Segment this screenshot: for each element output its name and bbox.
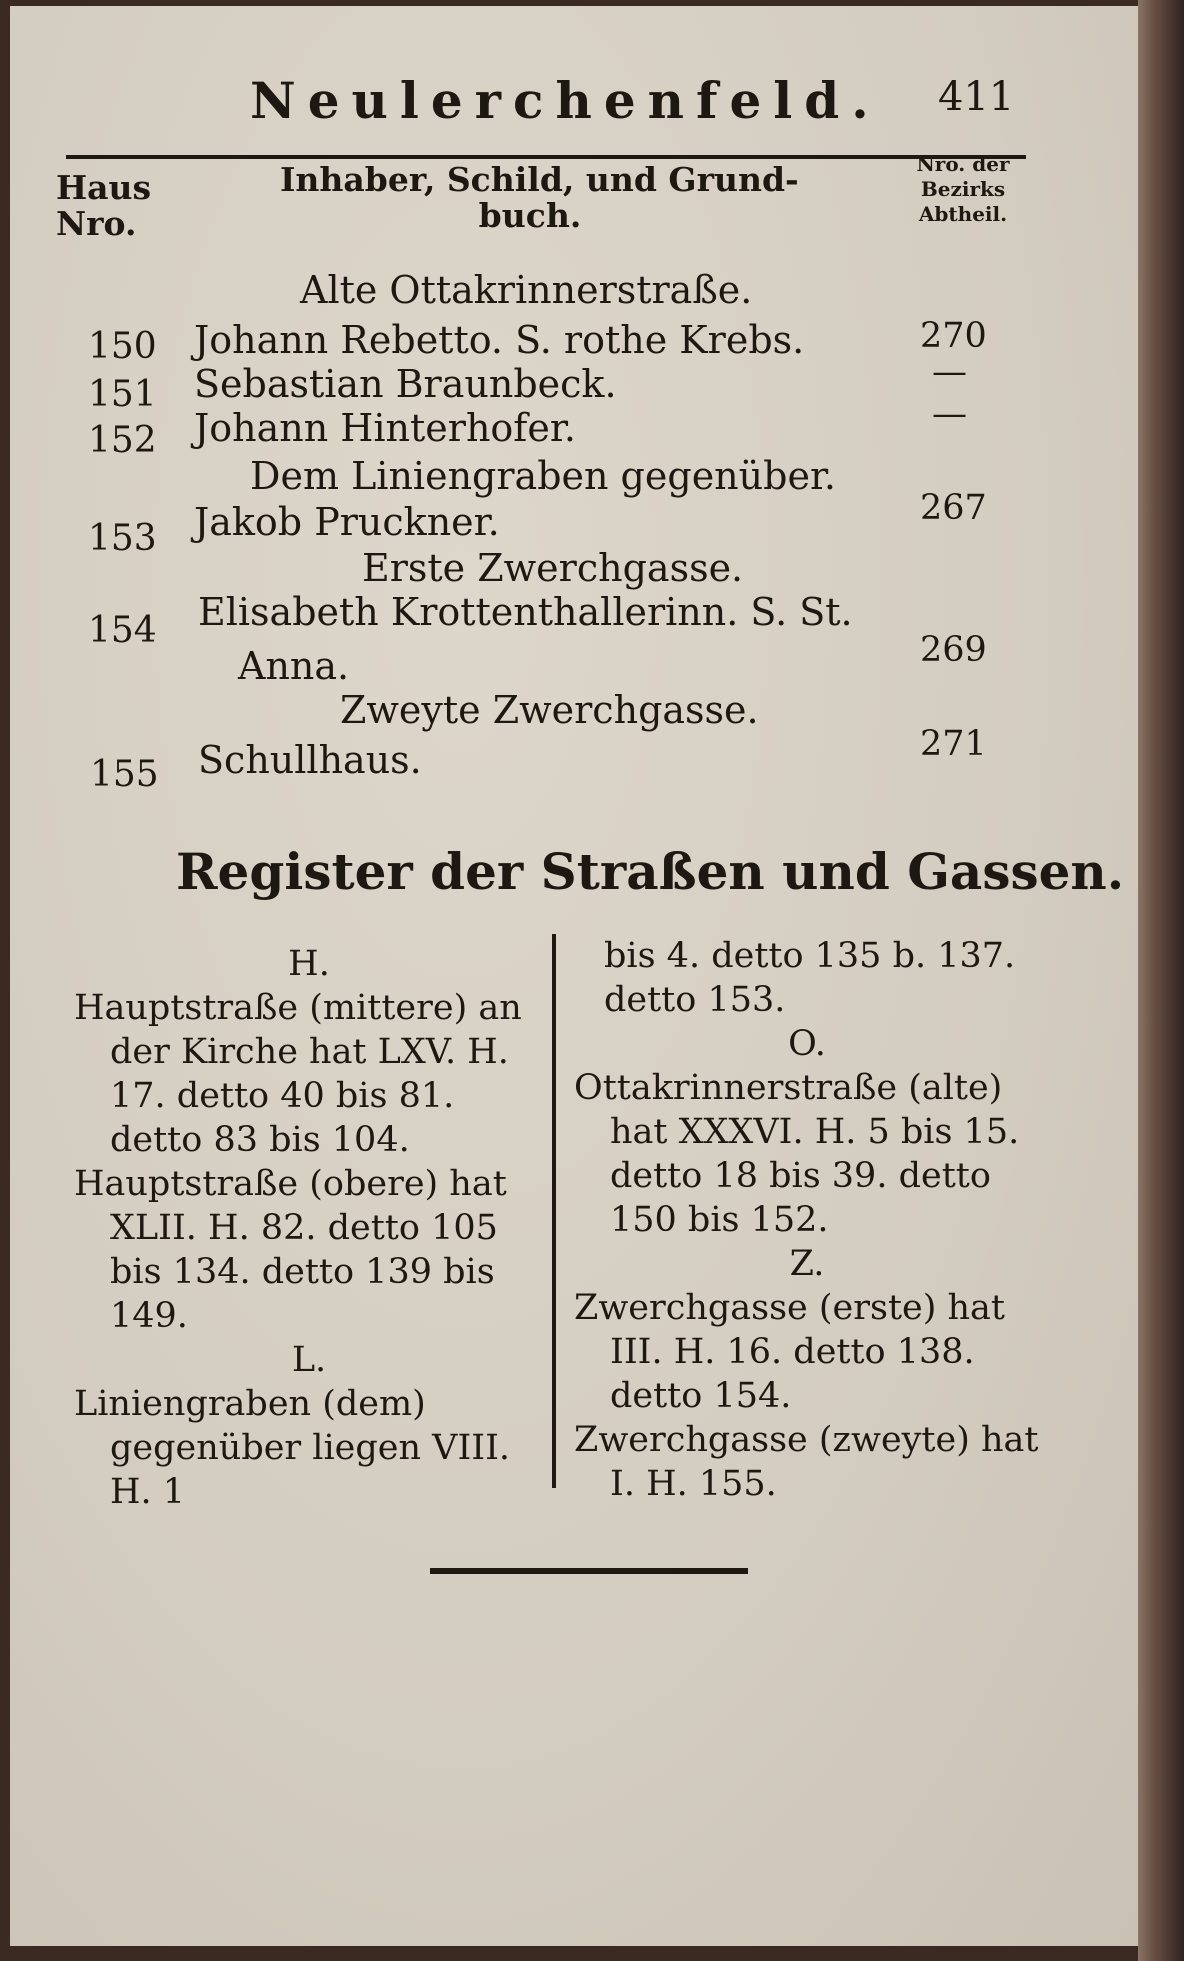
- owner-name-continued: Anna.: [238, 644, 350, 688]
- section-title: Zweyte Zwerchgasse.: [340, 688, 759, 732]
- register-entry: Ottakrinnerstraße (alte) hat XXXVI. H. 5 bis 15. detto 18 bis 39. detto 150 bis 152.: [574, 1068, 1020, 1240]
- register-left-column: [74, 942, 544, 1514]
- district-number: 271: [920, 724, 987, 764]
- house-number: 151: [88, 374, 157, 415]
- register-entry: Zwerchgasse (zweyte) hat I. H. 155.: [574, 1420, 1039, 1504]
- register-letter: O.: [788, 1024, 826, 1064]
- book-page: [10, 6, 1138, 1946]
- section-title: Dem Liniengraben gegenüber.: [250, 454, 837, 498]
- register-title: Register der Straßen und Gassen.: [176, 842, 1125, 901]
- register-letter: Z.: [789, 1244, 825, 1284]
- owner-name: Johann Hinterhofer.: [194, 406, 576, 450]
- book-binding-edge: [1138, 0, 1184, 1961]
- closing-rule: [430, 1568, 748, 1574]
- house-number: 154: [88, 610, 157, 651]
- page-number: 411: [938, 74, 1015, 120]
- section-title: Erste Zwerchgasse.: [362, 546, 744, 590]
- house-number: 150: [88, 326, 157, 367]
- column-header-bezirk: Nro. der Bezirks Abtheil.: [916, 152, 1010, 226]
- district-number: —: [932, 394, 967, 434]
- register-letter: H.: [288, 944, 330, 984]
- district-number: 267: [920, 488, 987, 528]
- owner-name: Johann Rebetto. S. rothe Krebs.: [194, 318, 805, 362]
- owner-name: Elisabeth Krottenthallerinn. S. St.: [198, 590, 853, 634]
- section-title: Alte Ottakrinnerstraße.: [300, 268, 753, 312]
- district-number: 269: [920, 630, 987, 670]
- house-number: 153: [88, 518, 157, 559]
- house-number: 155: [90, 754, 159, 795]
- column-header-inhaber: Inhaber, Schild, und Grund- buch.: [280, 160, 799, 235]
- register-letter: L.: [291, 1340, 327, 1380]
- register-entry: Zwerchgasse (erste) hat III. H. 16. detto 138. detto 154.: [574, 1288, 1005, 1416]
- register-entry: Liniengraben (dem) gegenüber liegen VIII. H. 1: [74, 1384, 511, 1512]
- column-divider: [552, 934, 556, 1488]
- register-entry: Hauptstraße (obere) hat XLII. H. 82. detto 105 bis 134. detto 139 bis 149.: [74, 1164, 507, 1336]
- district-number: 270: [920, 316, 987, 356]
- header-rule: [66, 155, 1026, 159]
- running-head-title: Neulerchenfeld.: [250, 71, 881, 130]
- column-header-haus: Haus Nro.: [56, 168, 152, 243]
- house-number: 152: [88, 420, 157, 461]
- district-number: —: [932, 352, 967, 392]
- owner-name: Sebastian Braunbeck.: [194, 362, 617, 406]
- register-right-column: [574, 934, 1040, 1506]
- owner-name: Jakob Pruckner.: [194, 500, 500, 544]
- register-entry-continued: bis 4. detto 135 b. 137. detto 153.: [604, 936, 1016, 1020]
- owner-name: Schullhaus.: [198, 738, 422, 782]
- register-entry: Hauptstraße (mittere) an der Kirche hat LXV. H. 17. detto 40 bis 81. detto 83 bis 104.: [74, 988, 522, 1160]
